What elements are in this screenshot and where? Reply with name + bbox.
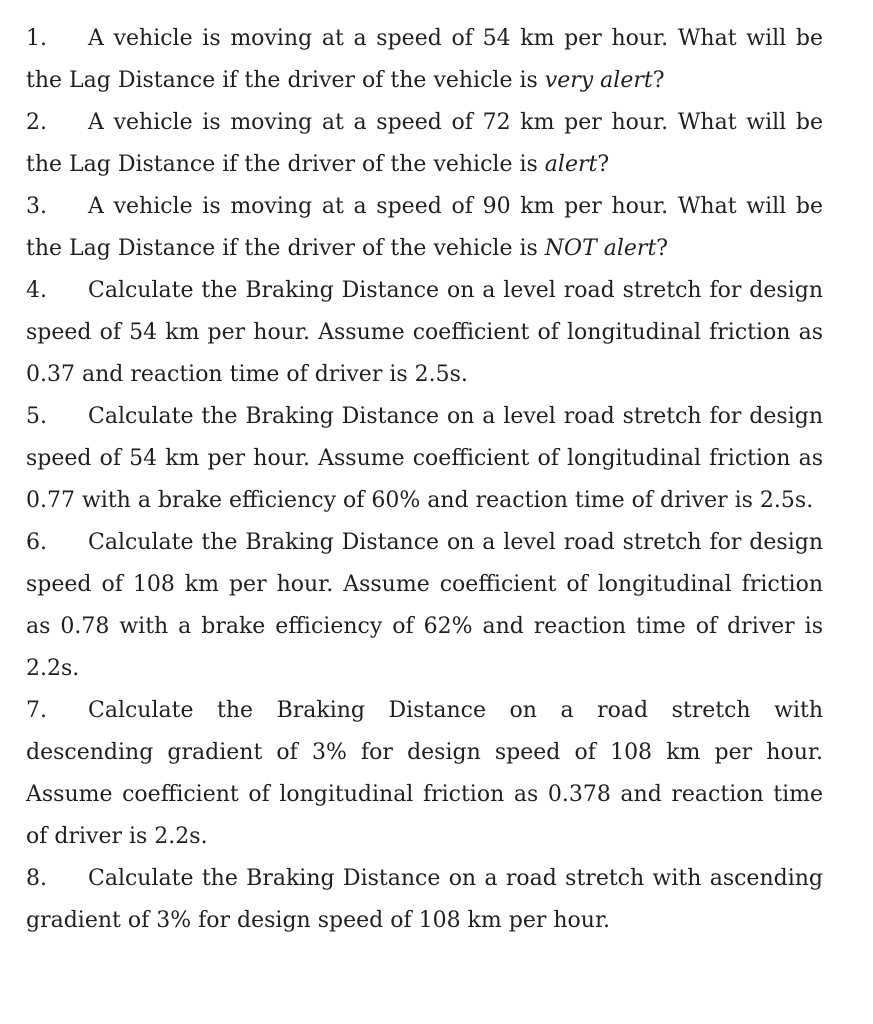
- question-text: A vehicle is moving at a speed of 90 km per hour. What will be the Lag Distance if the driver of the vehicle is: [26, 194, 823, 261]
- question-number: 7.: [26, 698, 47, 723]
- question-item: [26, 690, 823, 858]
- question-text: Calculate the Braking Distance on a level road stretch for design speed of 108 km per hour. Assume coefficient of longitudinal friction as 0.78 with a brake efficiency of 62% and reaction time of driver is 2.2s.: [26, 530, 823, 681]
- question-emphasis: very alert: [544, 68, 653, 93]
- question-emphasis: alert: [544, 152, 598, 177]
- question-number: 6.: [26, 530, 47, 555]
- question-number: 8.: [26, 866, 47, 891]
- question-text: Calculate the Braking Distance on a level road stretch for design speed of 54 km per hour. Assume coefficient of longitudinal friction as 0.37 and reaction time of driver is 2.5s.: [26, 278, 823, 387]
- question-number: 2.: [26, 110, 47, 135]
- question-punctuation: ?: [597, 152, 610, 177]
- question-text: Calculate the Braking Distance on a road stretch with ascending gradient of 3% for design speed of 108 km per hour.: [26, 866, 823, 933]
- question-item: [26, 396, 823, 522]
- question-number: 5.: [26, 404, 47, 429]
- question-text: A vehicle is moving at a speed of 72 km per hour. What will be the Lag Distance if the driver of the vehicle is: [26, 110, 823, 177]
- question-number: 3.: [26, 194, 47, 219]
- question-item: [26, 102, 823, 186]
- question-item: [26, 186, 823, 270]
- question-text: Calculate the Braking Distance on a level road stretch for design speed of 54 km per hour. Assume coefficient of longitudinal friction as 0.77 with a brake efficiency of 60% and reaction time of driver is 2.5s.: [26, 404, 823, 513]
- question-number: 1.: [26, 26, 47, 51]
- question-punctuation: ?: [656, 236, 669, 261]
- question-item: [26, 522, 823, 690]
- question-emphasis: NOT alert: [544, 236, 657, 261]
- question-list: [26, 18, 823, 942]
- question-punctuation: ?: [652, 68, 665, 93]
- question-item: [26, 18, 823, 102]
- question-item: [26, 270, 823, 396]
- question-text: Calculate the Braking Distance on a road stretch with descending gradient of 3% for design speed of 108 km per hour. Assume coefficient of longitudinal friction as 0.378 and reaction time of driver is 2.2s.: [26, 698, 823, 849]
- question-number: 4.: [26, 278, 47, 303]
- question-text: A vehicle is moving at a speed of 54 km per hour. What will be the Lag Distance if the driver of the vehicle is: [26, 26, 823, 93]
- question-item: [26, 858, 823, 942]
